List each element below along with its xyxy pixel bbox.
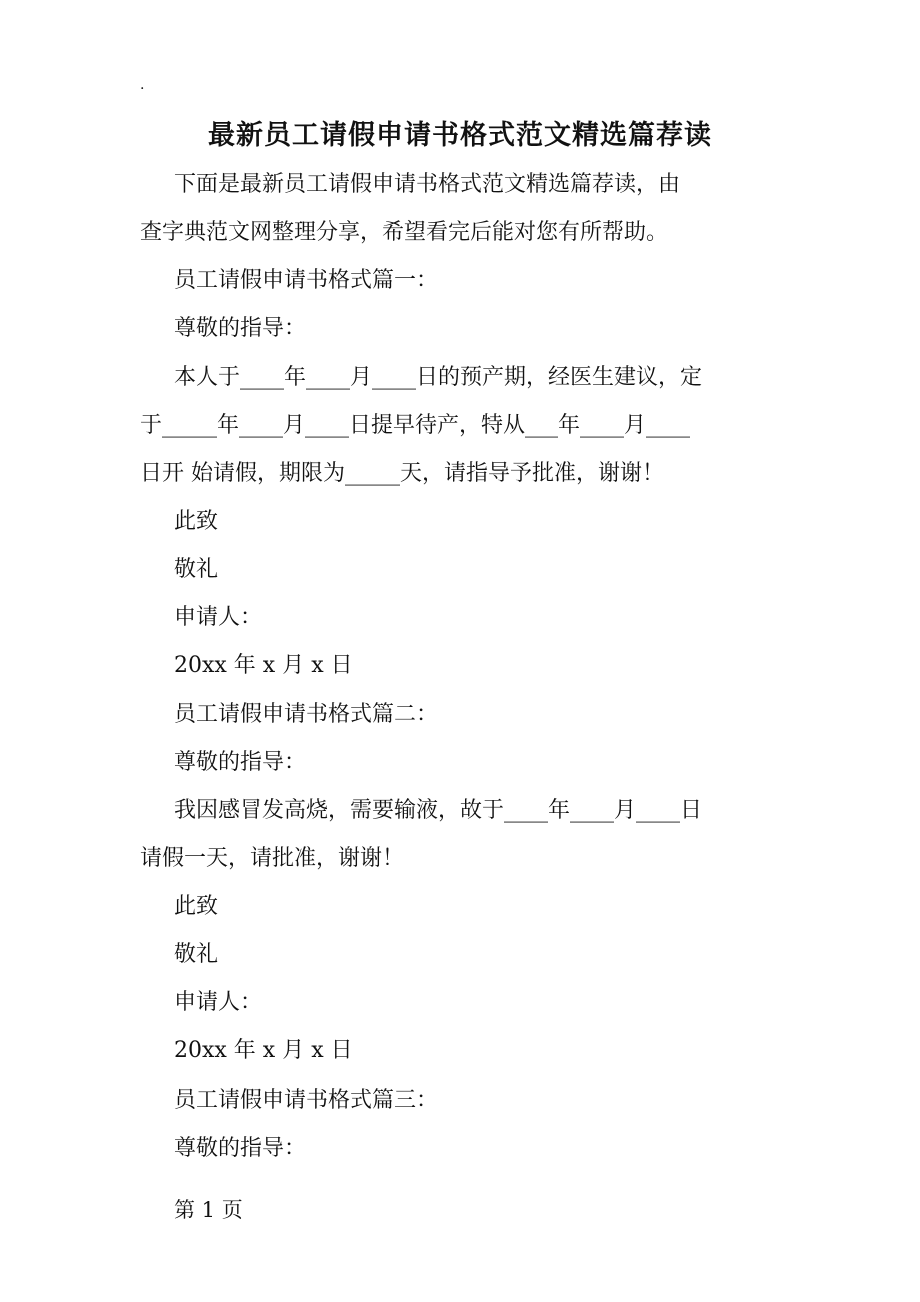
section1-body-line-2: 于_____年____月____日提早待产，特从___年____月____ bbox=[140, 413, 691, 438]
section2-heading: 员工请假申请书格式篇二： bbox=[174, 702, 439, 727]
section1-body-line-1: 本人于____年____月____日的预产期，经医生建议，定 bbox=[174, 365, 703, 390]
section2-closing-1: 此致 bbox=[174, 894, 219, 919]
section1-closing-2: 敬礼 bbox=[174, 557, 219, 582]
header-mark: . bbox=[140, 77, 145, 93]
section1-salutation: 尊敬的指导： bbox=[174, 316, 307, 341]
page-number: 第 1 页 bbox=[174, 1198, 243, 1222]
section3-heading: 员工请假申请书格式篇三： bbox=[174, 1088, 439, 1113]
section3-salutation: 尊敬的指导： bbox=[174, 1136, 307, 1161]
section1-closing-1: 此致 bbox=[174, 509, 219, 534]
section2-salutation: 尊敬的指导： bbox=[174, 750, 307, 775]
document-title: 最新员工请假申请书格式范文精选篇荐读 bbox=[208, 120, 712, 151]
section2-applicant: 申请人： bbox=[174, 990, 263, 1015]
section2-body-line-2: 请假一天，请批准，谢谢！ bbox=[140, 846, 405, 871]
intro-line-1: 下面是最新员工请假申请书格式范文精选篇荐读，由 bbox=[174, 172, 681, 197]
section1-body-line-3: 日开 始请假，期限为_____天，请指导予批准，谢谢！ bbox=[140, 461, 664, 486]
section1-applicant: 申请人： bbox=[174, 605, 263, 630]
intro-line-2: 查字典范文网整理分享，希望看完后能对您有所帮助。 bbox=[140, 220, 669, 245]
section1-date: 20xx 年 x 月 x 日 bbox=[174, 653, 353, 678]
section2-closing-2: 敬礼 bbox=[174, 942, 219, 967]
section2-date: 20xx 年 x 月 x 日 bbox=[174, 1038, 353, 1063]
section2-body-line-1: 我因感冒发高烧，需要输液，故于____年____月____日 bbox=[174, 798, 703, 823]
section1-heading: 员工请假申请书格式篇一： bbox=[174, 268, 439, 293]
